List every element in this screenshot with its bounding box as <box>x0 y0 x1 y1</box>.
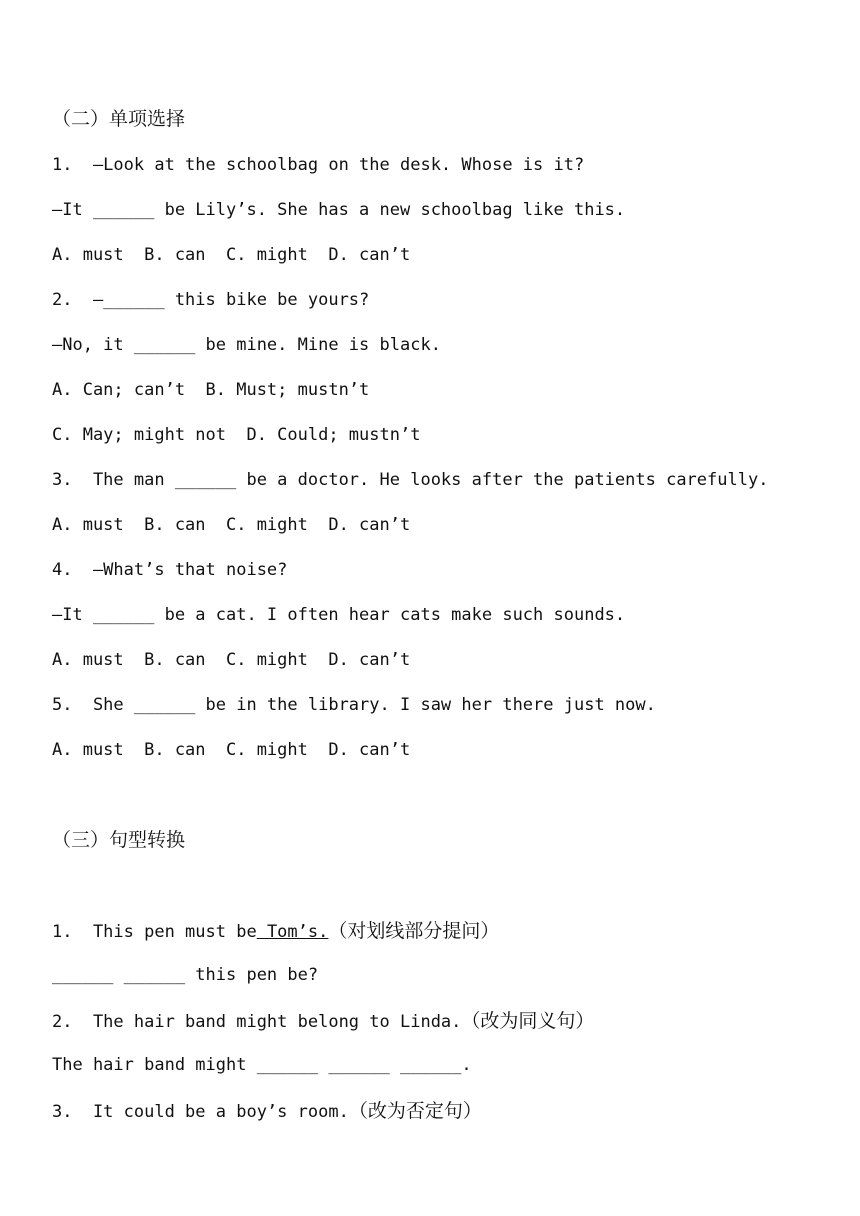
transform-3-prompt <box>52 1099 482 1123</box>
transform-1-instruction: （对划线部分提问） <box>328 920 500 942</box>
section-heading-multiple-choice: （二）单项选择 <box>52 108 186 130</box>
question-2-response: —No, it ______ be mine. Mine is black. <box>52 335 441 355</box>
question-4-response: —It ______ be a cat. I often hear cats make such sounds. <box>52 605 626 625</box>
transform-1-prompt <box>52 919 499 943</box>
question-2-options-cd: C. May; might not D. Could; mustn’t <box>52 425 421 445</box>
transform-1-answer-line: ______ ______ this pen be? <box>52 965 319 985</box>
question-2-prompt: 2. —______ this bike be yours? <box>52 290 370 310</box>
question-1-response: —It ______ be Lily’s. She has a new schoolbag like this. <box>52 200 626 220</box>
transform-1-underlined: Tom’s. <box>256 922 329 942</box>
question-5-options: A. must B. can C. might D. can’t <box>52 740 411 760</box>
transform-1-text: 1. This pen must be <box>52 922 257 942</box>
transform-3-instruction: （改为否定句） <box>348 1100 482 1122</box>
question-3-options: A. must B. can C. might D. can’t <box>52 515 411 535</box>
transform-2-instruction: （改为同义句） <box>461 1010 595 1032</box>
question-4-prompt: 4. —What’s that noise? <box>52 560 288 580</box>
transform-3-text: 3. It could be a boy’s room. <box>52 1102 349 1122</box>
question-4-options: A. must B. can C. might D. can’t <box>52 650 411 670</box>
question-1-options: A. must B. can C. might D. can’t <box>52 245 411 265</box>
question-1-prompt: 1. —Look at the schoolbag on the desk. Whose is it? <box>52 155 585 175</box>
section-heading-sentence-transformation: （三）句型转换 <box>52 829 186 851</box>
transform-2-prompt <box>52 1009 594 1033</box>
transform-2-text: 2. The hair band might belong to Linda. <box>52 1012 462 1032</box>
question-5-prompt: 5. She ______ be in the library. I saw her there just now. <box>52 695 656 715</box>
question-2-options-ab: A. Can; can’t B. Must; mustn’t <box>52 380 370 400</box>
question-3-prompt: 3. The man ______ be a doctor. He looks after the patients carefully. <box>52 470 769 490</box>
transform-2-answer-line: The hair band might ______ ______ ______. <box>52 1055 472 1075</box>
